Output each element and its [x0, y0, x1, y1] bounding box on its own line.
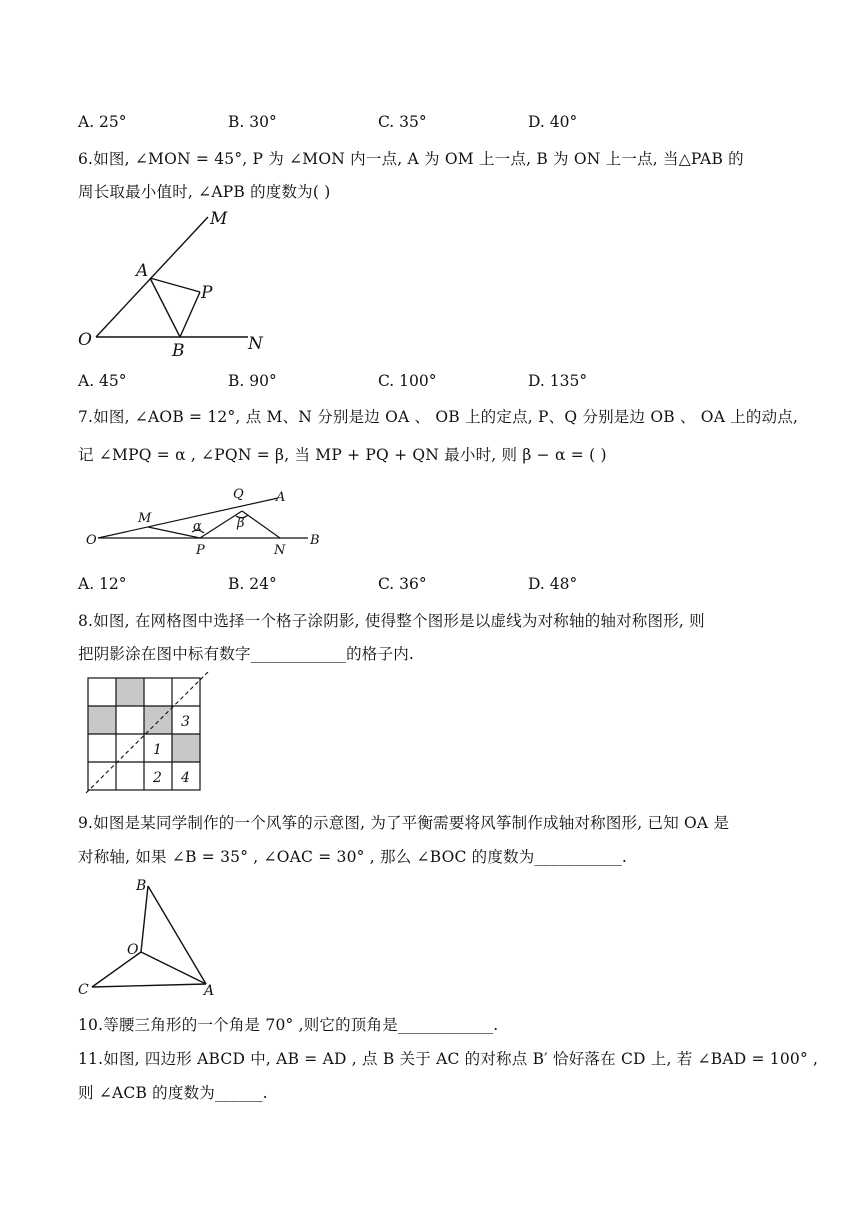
q6-option-a: A. 45°	[78, 372, 127, 390]
q7-label-n: N	[274, 543, 286, 558]
q8-number-1: 1	[153, 742, 162, 758]
q7-option-b: B. 24°	[228, 575, 277, 593]
q9-segment-ca	[92, 984, 206, 987]
q7-label-q: Q	[233, 487, 244, 502]
q8-text-line2: 把阴影涂在图中标有数字____________的格子内.	[78, 645, 415, 663]
q11-text-line2: 则 ∠ACB 的度数为______.	[78, 1084, 268, 1102]
q7-option-d: D. 48°	[528, 575, 578, 593]
q8-grid-figure	[84, 672, 214, 794]
q6-label-a: A	[136, 261, 149, 281]
q8-shaded-cell-r1c2	[116, 678, 144, 706]
q6-label-n: N	[248, 334, 263, 354]
q8-text-line1: 8.如图, 在网格图中选择一个格子涂阴影, 使得整个图形是以虚线为对称轴的轴对称图形, 则	[78, 612, 705, 630]
q8-number-2: 2	[153, 770, 162, 786]
q7-label-beta: β	[237, 516, 245, 531]
q7-label-alpha: α	[193, 519, 202, 534]
q6-text-line1: 6.如图, ∠MON = 45°, P 为 ∠MON 内一点, A 为 OM 上一点, B 为 ON 上一点, 当△PAB 的	[78, 150, 744, 168]
q9-text-line1: 9.如图是某同学制作的一个风筝的示意图, 为了平衡需要将风筝制作成轴对称图形, 已知 OA 是	[78, 814, 730, 832]
q9-label-c: C	[78, 982, 89, 998]
q6-option-d: D. 135°	[528, 372, 588, 390]
q8-shaded-cell-r2c1	[88, 706, 116, 734]
q9-label-a: A	[204, 983, 215, 999]
q10-text-line1: 10.等腰三角形的一个角是 70° ,则它的顶角是____________.	[78, 1016, 499, 1034]
q7-label-o: O	[86, 533, 97, 548]
q7-option-c: C. 36°	[378, 575, 427, 593]
q6-segment-ab	[150, 278, 180, 337]
q7-figure	[80, 480, 330, 560]
q7-option-a: A. 12°	[78, 575, 127, 593]
q7-text-line2: 记 ∠MPQ = α , ∠PQN = β, 当 MP + PQ + QN 最小时, 则 β − α = ( )	[78, 446, 607, 464]
q11-text-line1: 11.如图, 四边形 ABCD 中, AB = AD , 点 B 关于 AC 的对称点 B′ 恰好落在 CD 上, 若 ∠BAD = 100° ,	[78, 1050, 819, 1068]
q8-number-3: 3	[181, 714, 190, 730]
q9-label-b: B	[136, 878, 147, 894]
q6-label-o: O	[78, 330, 92, 350]
q7-label-a: A	[276, 490, 286, 505]
q9-segment-bo	[141, 886, 148, 952]
q6-option-b: B. 90°	[228, 372, 277, 390]
q6-label-m: M	[210, 209, 228, 229]
q7-label-m: M	[138, 511, 152, 526]
q8-number-4: 4	[181, 770, 190, 786]
q5-option-b: B. 30°	[228, 113, 277, 131]
q9-text-line2: 对称轴, 如果 ∠B = 35° , ∠OAC = 30° , 那么 ∠BOC 的度数为___________.	[78, 848, 628, 866]
q6-figure	[70, 200, 290, 360]
q9-label-o: O	[127, 942, 139, 958]
q5-option-c: C. 35°	[378, 113, 427, 131]
q6-segment-ap	[150, 278, 200, 292]
q6-label-p: P	[201, 283, 213, 303]
q6-text-line2: 周长取最小值时, ∠APB 的度数为( )	[78, 183, 331, 201]
q7-label-b: B	[310, 533, 320, 548]
q8-shaded-cell-r2c3	[144, 706, 172, 734]
q9-kite-figure	[72, 874, 232, 1000]
q7-segment-pq	[200, 511, 242, 538]
q7-label-p: P	[196, 543, 205, 558]
q6-ray-om	[96, 217, 208, 337]
q6-segment-pb	[180, 292, 200, 337]
q5-option-a: A. 25°	[78, 113, 127, 131]
q8-shaded-cell-r3c4	[172, 734, 200, 762]
q6-label-b: B	[172, 341, 185, 360]
q5-option-d: D. 40°	[528, 113, 578, 131]
q6-option-c: C. 100°	[378, 372, 437, 390]
q7-text-line1: 7.如图, ∠AOB = 12°, 点 M、N 分别是边 OA 、 OB 上的定点, P、Q 分别是边 OB 、 OA 上的动点,	[78, 408, 799, 426]
